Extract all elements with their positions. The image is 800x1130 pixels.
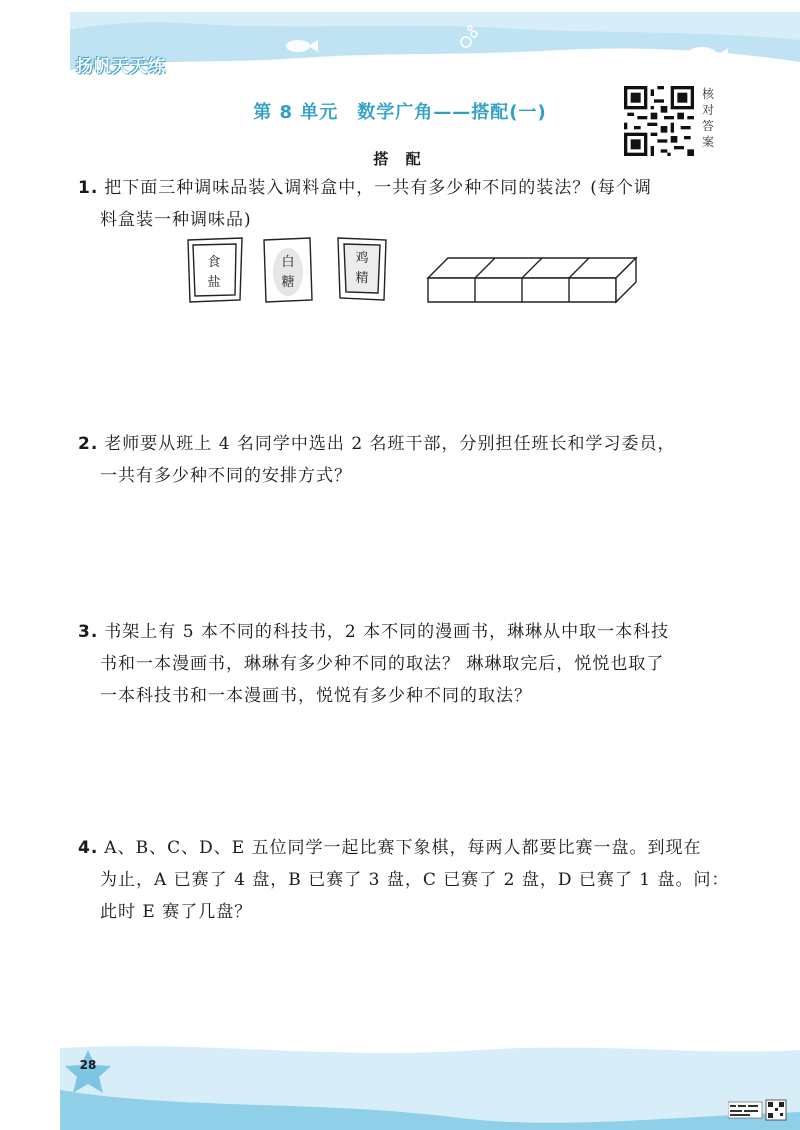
question-number: 3. xyxy=(78,622,99,642)
question-number: 4. xyxy=(78,838,99,858)
page-number: 28 xyxy=(79,1058,97,1072)
condiment-illustration xyxy=(180,234,640,306)
sugar-packet-icon xyxy=(264,238,312,302)
brand-logo: 扬帆天天练 xyxy=(76,57,166,77)
qr-code-icon xyxy=(624,86,694,156)
svg-text:糖: 糖 xyxy=(281,275,295,290)
svg-text:鸡: 鸡 xyxy=(355,251,369,266)
seasoning-box-icon xyxy=(428,258,636,302)
section-title: 搭 配 xyxy=(373,150,427,168)
chicken-essence-packet-icon xyxy=(338,238,386,300)
salt-packet-icon xyxy=(188,238,242,302)
question-number: 1. xyxy=(78,178,99,198)
unit-title: 第 8 单元 数学广角——搭配(一) xyxy=(253,102,547,123)
question-1: 1. 把下面三种调味品装入调料盒中，一共有多少种不同的装法？(每个调 料盒装一种调味品) xyxy=(78,178,652,230)
publisher-stamp-icon xyxy=(728,1098,798,1122)
svg-text:精: 精 xyxy=(355,271,369,286)
question-4: 4. A、B、C、D、E 五位同学一起比赛下象棋，每两人都要比赛一盘。到现在 为止，A 已赛了 4 盘，B 已赛了 3 盘，C 已赛了 2 盘，D 已赛了 1 盘。问： 此时 E 赛了几盘？ xyxy=(78,838,730,922)
svg-text:白: 白 xyxy=(281,255,295,270)
question-number: 2. xyxy=(78,434,99,454)
footer-wave-banner xyxy=(0,1020,800,1130)
svg-text:盐: 盐 xyxy=(207,275,221,290)
svg-text:食: 食 xyxy=(207,255,221,270)
question-2: 2. 老师要从班上 4 名同学中选出 2 名班干部，分别担任班长和学习委员， 一共有多少种不同的安排方式？ xyxy=(78,434,676,486)
qr-label: 核 对 答 案 xyxy=(702,87,715,149)
question-3: 3. 书架上有 5 本不同的科技书，2 本不同的漫画书，琳琳从中取一本科技 书和一本漫画书，琳琳有多少种不同的取法？ 琳琳取完后，悦悦也取了 一本科技书和一本漫画书，悦悦有多少种不同的取法？ xyxy=(78,622,670,706)
